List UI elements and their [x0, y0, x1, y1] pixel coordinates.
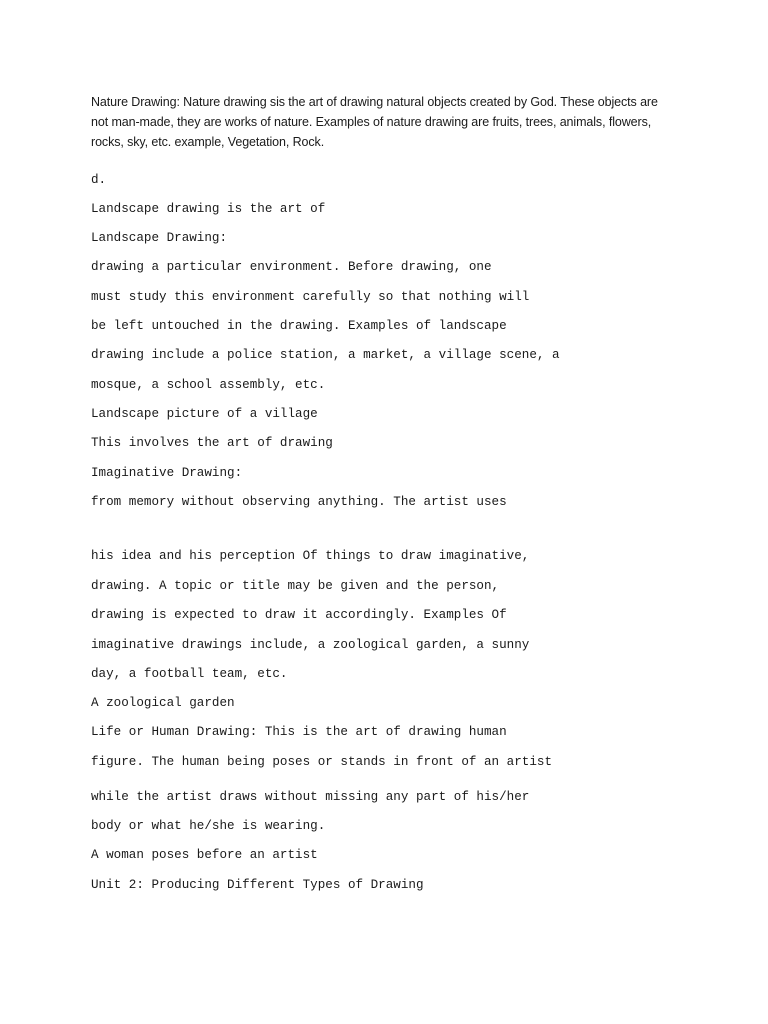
text-line: figure. The human being poses or stands in front of an artist — [91, 755, 553, 769]
text-line: his idea and his perception Of things to draw imaginative, — [91, 549, 530, 563]
landscape-drawing-heading: Landscape Drawing: — [91, 231, 228, 245]
text-line: be left untouched in the drawing. Examples of landscape — [91, 319, 507, 333]
text-line: drawing. A topic or title may be given and the person, — [91, 579, 500, 593]
imaginative-drawing-heading: Imaginative Drawing: — [91, 466, 243, 480]
paragraph-line: not man-made, they are works of nature. Examples of nature drawing are fruits, trees, animals, flowers, — [91, 115, 652, 129]
paragraph-line: Nature Drawing: Nature drawing sis the art of drawing natural objects created by God. These objects are — [91, 95, 658, 109]
text-line: Landscape drawing is the art of — [91, 202, 326, 216]
text-line: drawing a particular environment. Before drawing, one — [91, 260, 492, 274]
text-line-d: d. — [91, 173, 107, 187]
caption-zoological-garden: A zoological garden — [91, 696, 235, 710]
caption-woman-poses: A woman poses before an artist — [91, 848, 318, 862]
unit-2-heading: Unit 2: Producing Different Types of Drawing — [91, 878, 424, 892]
paragraph-line: rocks, sky, etc. example, Vegetation, Rock. — [91, 135, 325, 149]
text-line: while the artist draws without missing any part of his/her — [91, 790, 530, 804]
text-line: day, a football team, etc. — [91, 667, 288, 681]
text-line: This involves the art of drawing — [91, 436, 333, 450]
text-line: body or what he/she is wearing. — [91, 819, 326, 833]
life-drawing-line: Life or Human Drawing: This is the art of drawing human — [91, 725, 507, 739]
text-line: mosque, a school assembly, etc. — [91, 378, 326, 392]
caption-landscape: Landscape picture of a village — [91, 407, 318, 421]
text-line: must study this environment carefully so that nothing will — [91, 290, 530, 304]
nature-drawing-paragraph — [91, 92, 691, 152]
text-line: imaginative drawings include, a zoological garden, a sunny — [91, 638, 530, 652]
text-line: from memory without observing anything. The artist uses — [91, 495, 507, 509]
text-line: drawing is expected to draw it accordingly. Examples Of — [91, 608, 507, 622]
text-line: drawing include a police station, a market, a village scene, a — [91, 348, 560, 362]
